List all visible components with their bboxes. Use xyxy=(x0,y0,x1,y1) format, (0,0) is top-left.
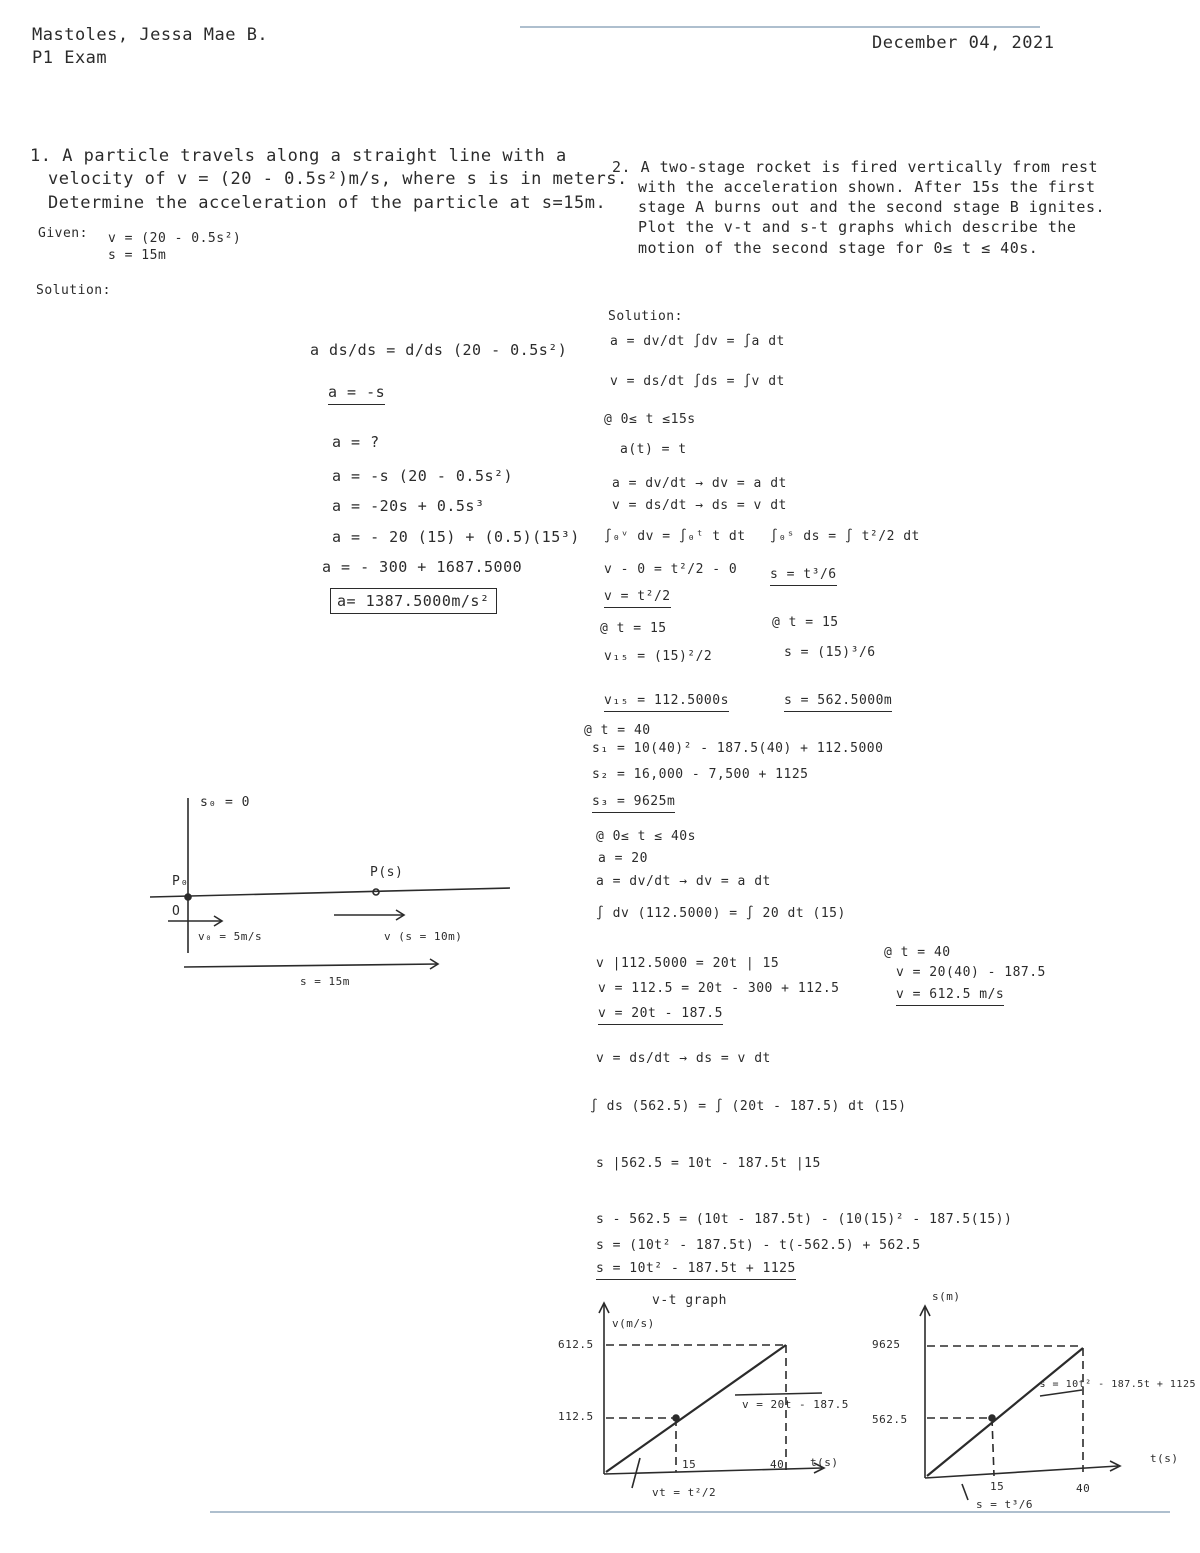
p1-given: s = 15m xyxy=(108,248,167,263)
p1-vs-label: v (s = 10m) xyxy=(384,930,463,943)
p2-step: v = t²/2 xyxy=(604,588,671,608)
st-x-axis-arrow xyxy=(1110,1461,1120,1471)
st-ylabel: s(m) xyxy=(932,1290,961,1303)
p2-step: v₁₅ = 112.5000s xyxy=(604,692,729,712)
p1-p0-label: P₀ xyxy=(172,874,189,889)
vt-y-axis-arrow xyxy=(599,1303,609,1313)
p2-step: v - 0 = t²/2 - 0 xyxy=(604,562,738,577)
p2-step: v = 20t - 187.5 xyxy=(598,1005,723,1025)
p2-step: ∫ ds (562.5) = ∫ (20t - 187.5) dt (15) xyxy=(590,1099,907,1114)
p2-step: a = dv/dt ∫dv = ∫a dt xyxy=(610,334,785,349)
p1-point-ps xyxy=(373,889,379,895)
st-x2: 40 xyxy=(1076,1482,1091,1495)
p2-step: @ t = 15 xyxy=(772,615,839,630)
p1-answer: a= 1387.5000m/s² xyxy=(330,588,497,614)
p1-step: a = -s xyxy=(328,382,385,405)
p2-step: s₁ = 10(40)² - 187.5(40) + 112.5000 xyxy=(592,741,884,756)
p2-step: s = (10t² - 187.5t) - t(-562.5) + 562.5 xyxy=(596,1238,921,1253)
top-rule xyxy=(520,26,1040,28)
vt-pointer-seg1 xyxy=(735,1393,822,1395)
st-y-axis-arrow xyxy=(920,1306,930,1316)
p2-step: v = ds/dt → ds = v dt xyxy=(612,498,787,513)
p1-step: a = ? xyxy=(332,433,380,451)
p2-step: ∫₀ˢ ds = ∫ t²/2 dt xyxy=(770,529,920,544)
p2-step: @ t = 40 xyxy=(584,723,651,738)
p2-step: v |112.5000 = 20t | 15 xyxy=(596,956,780,971)
p2-step: s = t³/6 xyxy=(770,566,837,586)
st-pointer-seg2 xyxy=(962,1484,968,1500)
vt-pointer-seg2 xyxy=(632,1458,640,1488)
exam-date: December 04, 2021 xyxy=(872,33,1055,53)
vt-xlabel: t(s) xyxy=(810,1456,839,1469)
p2-step: s - 562.5 = (10t - 187.5t) - (10(15)² - 187.5(15)) xyxy=(596,1212,1013,1227)
p2-step: a = dv/dt → dv = a dt xyxy=(596,874,771,889)
st-x-axis xyxy=(925,1466,1118,1478)
st-x1: 15 xyxy=(990,1480,1005,1493)
p1-step: a = -20s + 0.5s³ xyxy=(332,497,485,515)
vt-x1: 15 xyxy=(682,1458,697,1471)
p2-step: s₂ = 16,000 - 7,500 + 1125 xyxy=(592,767,809,782)
p2-step: s |562.5 = 10t - 187.5t |15 xyxy=(596,1156,821,1171)
p2-step: ∫ dv (112.5000) = ∫ 20 dt (15) xyxy=(596,906,846,921)
p2-step: a = 20 xyxy=(598,851,648,866)
st-break-point xyxy=(989,1415,995,1421)
p1-step: a ds/ds = d/ds (20 - 0.5s²) xyxy=(310,341,568,359)
p1-s-label: s = 15m xyxy=(300,975,350,988)
st-curve xyxy=(927,1348,1083,1476)
vt-x-axis xyxy=(604,1468,822,1474)
p1-step: a = - 300 + 1687.5000 xyxy=(322,558,523,576)
p2-step: v = ds/dt ∫ds = ∫v dt xyxy=(610,374,785,389)
vt-break-point xyxy=(673,1415,679,1421)
st-y2: 562.5 xyxy=(872,1413,908,1426)
p2-step: a = dv/dt → dv = a dt xyxy=(612,476,787,491)
p2-line: motion of the second stage for 0≤ t ≤ 40s. xyxy=(638,239,1039,257)
p1-line: velocity of v = (20 - 0.5s²)m/s, where s is in meters. xyxy=(48,169,628,189)
p1-arrow-s-head xyxy=(430,959,438,969)
vt-ylabel: v(m/s) xyxy=(612,1317,655,1330)
st-y1: 9625 xyxy=(872,1338,901,1351)
p2-step: s = 10t² - 187.5t + 1125 xyxy=(596,1260,796,1280)
p2-line: with the acceleration shown. After 15s the first xyxy=(638,178,1096,196)
vt-y1: 612.5 xyxy=(558,1338,594,1351)
vt-seg2: vt = t²/2 xyxy=(652,1486,717,1499)
vt-x2: 40 xyxy=(770,1458,785,1471)
st-seg2: s = t³/6 xyxy=(976,1498,1033,1511)
p2-step: v = 112.5 = 20t - 300 + 112.5 xyxy=(598,981,840,996)
p1-arrow-s xyxy=(184,964,438,967)
p2-step: s = (15)³/6 xyxy=(784,645,876,660)
p2-step: v = 612.5 m/s xyxy=(896,986,1004,1006)
p1-v0-label: v₀ = 5m/s xyxy=(198,930,263,943)
vt-title: v-t graph xyxy=(652,1293,727,1308)
exam-title: P1 Exam xyxy=(32,48,108,68)
vt-seg1: v = 20t - 187.5 xyxy=(742,1398,849,1411)
p2-step: v = ds/dt → ds = v dt xyxy=(596,1051,771,1066)
p1-s0-label: s₀ = 0 xyxy=(200,795,250,810)
p1-step: a = - 20 (15) + (0.5)(15³) xyxy=(332,528,580,546)
p2-step: s = 562.5000m xyxy=(784,692,892,712)
p2-step: @ 0≤ t ≤15s xyxy=(604,412,696,427)
p2-step: a(t) = t xyxy=(620,442,687,457)
p1-ps-label: P(s) xyxy=(370,865,404,880)
p2-solution-label: Solution: xyxy=(608,309,683,324)
p2-line: Plot the v-t and s-t graphs which describe the xyxy=(638,218,1077,236)
p1-point-p0 xyxy=(185,894,191,900)
st-xlabel: t(s) xyxy=(1150,1452,1179,1465)
p1-given: v = (20 - 0.5s²) xyxy=(108,231,242,246)
p2-step: v₁₅ = (15)²/2 xyxy=(604,649,713,664)
st-seg1: s = 10t² - 187.5t + 1125 xyxy=(1039,1379,1196,1390)
st-graph xyxy=(920,1306,1120,1500)
p1-arrow-v0-head xyxy=(214,916,222,926)
p1-given-label: Given: xyxy=(38,226,88,241)
p2-step: s₃ = 9625m xyxy=(592,793,675,813)
p2-step: ∫₀ᵛ dv = ∫₀ᵗ t dt xyxy=(604,529,746,544)
p2-step: @ 0≤ t ≤ 40s xyxy=(596,829,696,844)
p2-line: 2. A two-stage rocket is fired vertically from rest xyxy=(612,158,1099,176)
p1-line: 1. A particle travels along a straight line with a xyxy=(30,146,567,166)
p1-origin-label: O xyxy=(172,904,181,919)
p1-line: Determine the acceleration of the particle at s=15m. xyxy=(48,193,607,213)
p1-arrow-vs-head xyxy=(396,910,404,920)
student-name: Mastoles, Jessa Mae B. xyxy=(32,25,269,45)
p2-line: stage A burns out and the second stage B ignites. xyxy=(638,198,1106,216)
st-guide-v2 xyxy=(992,1418,994,1476)
p2-step: @ t = 40 xyxy=(884,945,951,960)
p1-step: a = -s (20 - 0.5s²) xyxy=(332,467,514,485)
p1-track-line xyxy=(150,888,510,897)
vt-y2: 112.5 xyxy=(558,1410,594,1423)
p2-step: @ t = 15 xyxy=(600,621,667,636)
p1-solution-label: Solution: xyxy=(36,283,111,298)
p2-step: v = 20(40) - 187.5 xyxy=(896,965,1046,980)
